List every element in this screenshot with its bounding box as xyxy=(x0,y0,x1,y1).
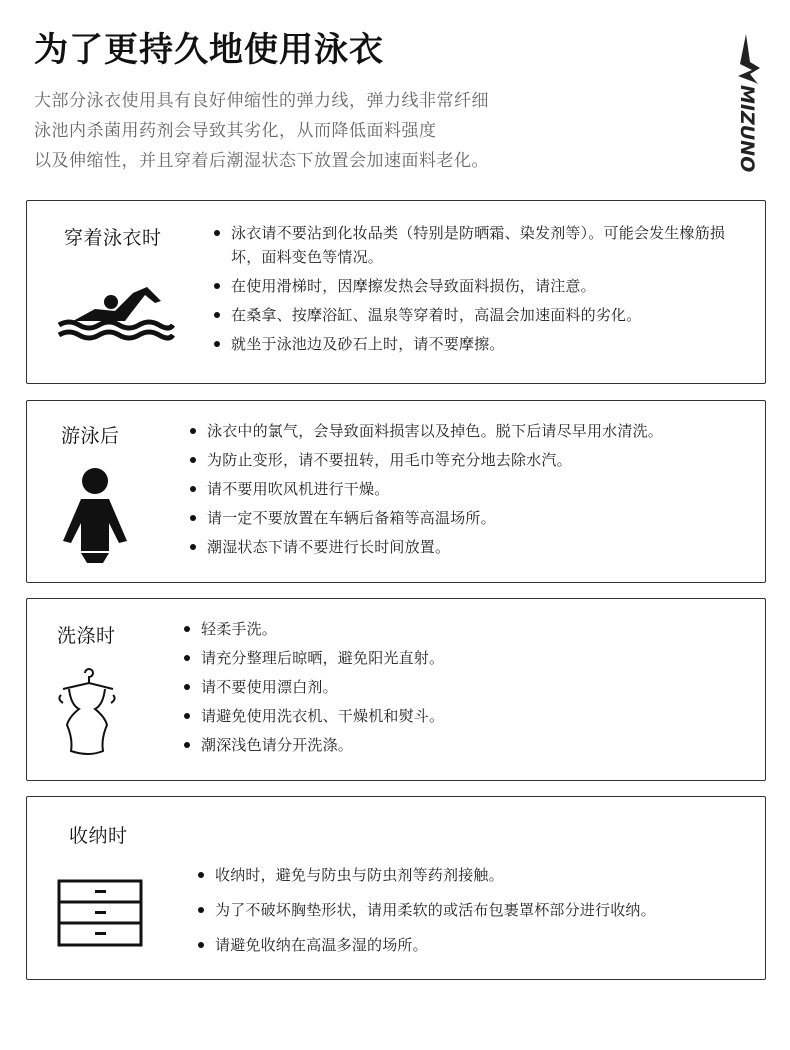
person-towel-icon xyxy=(57,467,133,565)
bullet-item: 请避免使用洗衣机、干燥机和熨斗。 xyxy=(183,704,743,728)
section-title: 收纳时 xyxy=(69,825,128,847)
bullet-item: 为防止变形，请不要扭转，用毛巾等充分地去除水汽。 xyxy=(189,448,749,472)
bullet-item: 请不要使用漂白剂。 xyxy=(183,675,743,699)
section-washing xyxy=(26,598,766,781)
intro-line: 以及伸缩性，并且穿着后潮湿状态下放置会加速面料老化。 xyxy=(34,151,489,171)
bullet-item: 请一定不要放置在车辆后备箱等高温场所。 xyxy=(189,506,749,530)
drawer-cabinet-icon xyxy=(57,879,143,947)
bullet-item: 收纳时，避免与防虫与防虫剂等药剂接触。 xyxy=(197,863,757,887)
header xyxy=(34,28,694,176)
bullet-item: 为了不破坏胸垫形状，请用柔软的或活布包裹罩杯部分进行收纳。 xyxy=(197,898,757,922)
section-wearing xyxy=(26,200,766,384)
bullet-item: 请避免收纳在高温多湿的场所。 xyxy=(197,933,757,957)
bullet-item: 泳衣中的氯气，会导致面料损害以及掉色。脱下后请尽早用水清洗。 xyxy=(189,419,749,443)
bullet-item: 泳衣请不要沾到化妆品类（特别是防晒霜、染发剂等）。可能会发生橡筋损坏，面料变色等情况。 xyxy=(213,221,743,269)
bullet-item: 潮深浅色请分开洗涤。 xyxy=(183,733,743,757)
intro-line: 泳池内杀菌用药剂会导致其劣化，从而降低面料强度 xyxy=(34,121,437,141)
bullet-item: 在桑拿、按摩浴缸、温泉等穿着时，高温会加速面料的劣化。 xyxy=(213,303,743,327)
section-bullets xyxy=(183,617,743,762)
section-title: 洗涤时 xyxy=(57,625,116,647)
brand-logo-text: MIZUNO xyxy=(736,85,758,173)
section-bullets xyxy=(189,419,749,564)
bullet-item: 就坐于泳池边及砂石上时，请不要摩擦。 xyxy=(213,332,743,356)
bullet-item: 请充分整理后晾晒，避免阳光直射。 xyxy=(183,646,743,670)
bullet-item: 请不要用吹风机进行干燥。 xyxy=(189,477,749,501)
bullet-item: 轻柔手洗。 xyxy=(183,617,743,641)
intro-line: 大部分泳衣使用具有良好伸缩性的弹力线，弹力线非常纤细 xyxy=(34,91,489,111)
section-title: 游泳后 xyxy=(61,425,120,447)
bullet-item: 潮湿状态下请不要进行长时间放置。 xyxy=(189,535,749,559)
section-bullets xyxy=(197,863,757,962)
page-title: 为了更持久地使用泳衣 xyxy=(34,30,384,70)
swimmer-icon xyxy=(55,283,175,345)
swimsuit-hanger-icon xyxy=(55,665,119,759)
bullet-item: 在使用滑梯时，因摩擦发热会导致面料损伤，请注意。 xyxy=(213,274,743,298)
section-storage xyxy=(26,796,766,980)
intro-text xyxy=(34,86,694,176)
section-title: 穿着泳衣时 xyxy=(64,227,162,249)
section-after-swim xyxy=(26,400,766,583)
section-bullets xyxy=(213,221,743,361)
